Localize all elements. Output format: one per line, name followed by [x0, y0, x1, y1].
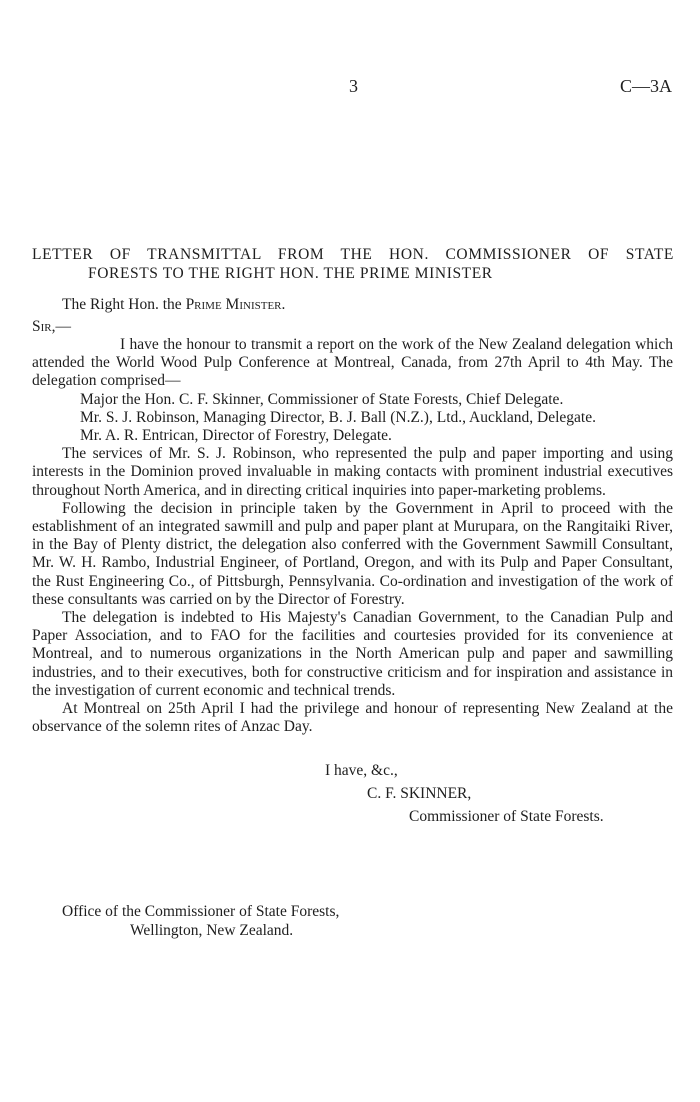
signatory-position: Commissioner of State Forests. [409, 808, 604, 825]
addressee [62, 296, 285, 314]
closing-formula: I have, &c., [325, 762, 398, 779]
letter-title-line-1: LETTER OF TRANSMITTAL FROM THE HON. COMMISSIONER OF STATE [32, 246, 674, 263]
delegation-member-1: Major the Hon. C. F. Skinner, Commissioner of State Forests, Chief Delegate. [80, 390, 564, 408]
paragraph-3: Following the decision in principle taken by the Government in April to proceed with the establishment of an integrated sawmill and pulp and paper plant at Murupara, on the Rangitaiki River, in the Bay of Plenty district, the delegation also conferred with the Government Sawmill Consultant, Mr. W. H. Rambo, Industrial Engineer, of Portland, Oregon, and with its Pulp and Paper Consultant, the Rust Engineering Co., of Pittsburgh, Pennsylvania. Co-ordination and investigation of the work of these consultants was carried on by the Director of Forestry. [32, 499, 673, 608]
paragraph-2: The services of Mr. S. J. Robinson, who represented the pulp and paper importing and using interests in the Dominion proved invaluable in making contacts with prominent industrial executives throughout North America, and in directing critical inquiries into paper-marketing problems. [32, 445, 673, 499]
office-address [62, 902, 339, 940]
delegation-member-2: Mr. S. J. Robinson, Managing Director, B. J. Ball (N.Z.), Ltd., Auckland, Delegate. [80, 408, 596, 426]
document-reference-suffix: A [659, 76, 672, 96]
office-line-1: Office of the Commissioner of State Forests, [62, 903, 340, 920]
letter-body [32, 336, 673, 736]
office-line-2: Wellington, New Zealand. [130, 922, 294, 939]
salutation: Sir,— [32, 318, 71, 335]
addressee-name: Prime Minister. [185, 296, 286, 313]
letter-title [32, 245, 674, 283]
addressee-prefix: The Right Hon. the [62, 296, 186, 313]
page-number: 3 [349, 76, 358, 96]
signature: C. F. SKINNER, [367, 785, 472, 802]
delegation-member-3: Mr. A. R. Entrican, Director of Forestry, Delegate. [80, 427, 392, 445]
paragraph-4: The delegation is indebted to His Majesty's Canadian Government, to the Canadian Pulp and Paper Association, and to FAO for the facilities and courtesies provided for its convenience at Montreal, and to numerous organizations in the North American pulp and paper and sawmilling industries, and to their executives, both for constructive criticism and for inspiration and assistance in the investigation of current economic and technical trends. [32, 609, 673, 699]
letter-title-line-2: FORESTS TO THE RIGHT HON. THE PRIME MINISTER [88, 265, 493, 282]
document-reference [620, 76, 672, 97]
paragraph-1: I have the honour to transmit a report on the work of the New Zealand delegation which attended the World Wood Pulp Conference at Montreal, Canada, from 27th April to 4th May. The delegation comprised— [32, 336, 673, 390]
document-reference-prefix: C—3 [619, 76, 659, 96]
paragraph-5: At Montreal on 25th April I had the privilege and honour of representing New Zealand at the observance of the solemn rites of Anzac Day. [32, 700, 673, 736]
delegation-member-list [32, 391, 673, 446]
